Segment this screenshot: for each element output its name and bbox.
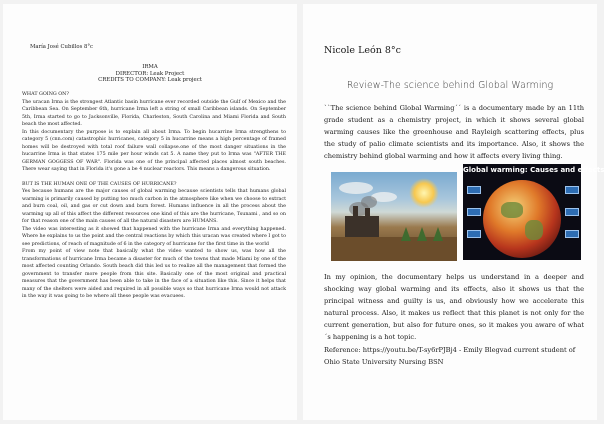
credits-line: IRMA bbox=[142, 64, 158, 70]
paragraph: From my point of view note that basically what the video wanted to show us, was how all the transformations of hurricane Irma became a disaster for much of the towns that made Miami by one of the most affected counting Orlando. South beach did this led us to realize all the management that formed the government to transfer more people from this site. Basically one of the most original and practical measures that the government has been able to take in the face of a situation like this. Since it helps that many of the shelters were aided and required in all possible ways so that hurricane Irma would not attack in the way it was going to be where all these people was evacuees. bbox=[22, 249, 286, 299]
land-shape bbox=[501, 202, 523, 218]
land-shape bbox=[525, 220, 543, 240]
right-page bbox=[303, 4, 604, 420]
chimney-shape bbox=[353, 206, 358, 218]
spacer bbox=[22, 174, 286, 181]
info-label-shape bbox=[565, 208, 579, 216]
info-label-shape bbox=[467, 230, 481, 238]
globe-shape bbox=[483, 180, 561, 258]
chimney-shape bbox=[365, 208, 370, 218]
global-warming-illustration bbox=[331, 172, 457, 261]
paragraph: ``The science behind Global Warming´´ is a documentary made by an 11th grade student as a chemistry project, in which it shows several global warming causes like the greenhouse and Rayleigh scattering effects, plus the study of palio climate scientists and its importance. Also, it shows the chemistry behind global warming and how it affects every living thing. bbox=[324, 104, 584, 161]
section-heading: BUT IS THE HUMAN ONE OF THE CAUSES OF HURRICANE? bbox=[22, 181, 177, 187]
paragraph: The uracan Irma is the strongest Atlantic basin hurricane ever recorded outside the Gulf of Mexico and the Caribbean Sea. On September 6th, hurricane Irma left a string of small Caribbean islands. On September 5th, Irma started to go to Jacksonville, Florida, Charleston, South Carolina and Miami Florida and South beach the most affected. bbox=[22, 99, 286, 127]
tree-shape bbox=[401, 227, 411, 241]
global-warming-infographic bbox=[463, 164, 604, 260]
author-name: María José Cubillos 8°c bbox=[30, 44, 94, 50]
credits-block bbox=[3, 64, 297, 84]
info-label-shape bbox=[565, 186, 579, 194]
document-body bbox=[22, 91, 286, 301]
infographic-title: Global warming: Causes and effects bbox=[463, 166, 604, 174]
paragraph: The video was interesting as it showed that happened with the hurricane Irma and everything happened. Where he explains to us the point and the central reactions by which this uracan was created where I got to see predictions, of reach of magnitude of 6 in the category of hurricane for the first time in the world bbox=[22, 226, 286, 247]
left-page bbox=[3, 4, 297, 420]
author-name: Nicole León 8°c bbox=[324, 45, 401, 56]
smoke-shape bbox=[361, 196, 377, 208]
credits-line: CREDITS TO COMPANY: Leak project bbox=[98, 77, 202, 84]
paragraph: Yes because humans are the major causes of global warming because scientists tells that humans global warming is primarily caused by putting too much carbon in the atmosphere like when we choose to extract and burn coal, oil, and gas or cut down and burn forest. Humans influence in all the process about the warming up all of this affect the different resources one kind of this are the hurricane, Tsunami , and so on for that reason one of the main causes of all the natural disasters are HUMANS. bbox=[22, 189, 286, 224]
sun-shape bbox=[409, 178, 439, 208]
paragraph: In this documentary the purpose is to explain all about Irma. To begin hucarrine Irma strengthens to category 5 (cnn.com) catastrophic hurricanes, category 5 in hucarrine means a high percentage of framed homes will be destroyed with total roof failure wall collapse.one of the most danger situations in the hucarrine Irma is that states 175 mile per hour winds cat 5. A name they put to Irma was "AFTER THE GERMAN GOGGESS OF WAR". Florida was one of the principal affected places almost south beaches. There wear saying that in Florida it's gone a be 4 nuclear reactors. This means a dangerous situation. bbox=[22, 129, 286, 172]
info-label-shape bbox=[565, 230, 579, 238]
tree-shape bbox=[433, 227, 443, 241]
review-title: Review-The science behind Global Warming bbox=[346, 80, 554, 91]
info-label-shape bbox=[467, 208, 481, 216]
tree-shape bbox=[417, 227, 427, 241]
cloud-shape bbox=[339, 182, 373, 194]
credits-line: DIRECTOR: Leak Project bbox=[115, 70, 185, 77]
reference-text: Reference: https://youtu.be/T-sy6rPJBj4 - Emily Blegvad current student of Ohio State University Nursing BSN bbox=[324, 346, 576, 366]
section-heading: WHAT GOING ON? bbox=[22, 92, 69, 97]
paragraph: In my opinion, the documentary helps us understand in a deeper and shocking way global warming and its effects, also it shows us that the principal witness and guilty is us, and obviously how we accelerate this natural process. Also, it makes us reflect that this planet is not only for the current generation, but also for future ones, so it makes you aware of what ´s happening is a hot topic. bbox=[324, 273, 584, 342]
info-label-shape bbox=[467, 186, 481, 194]
